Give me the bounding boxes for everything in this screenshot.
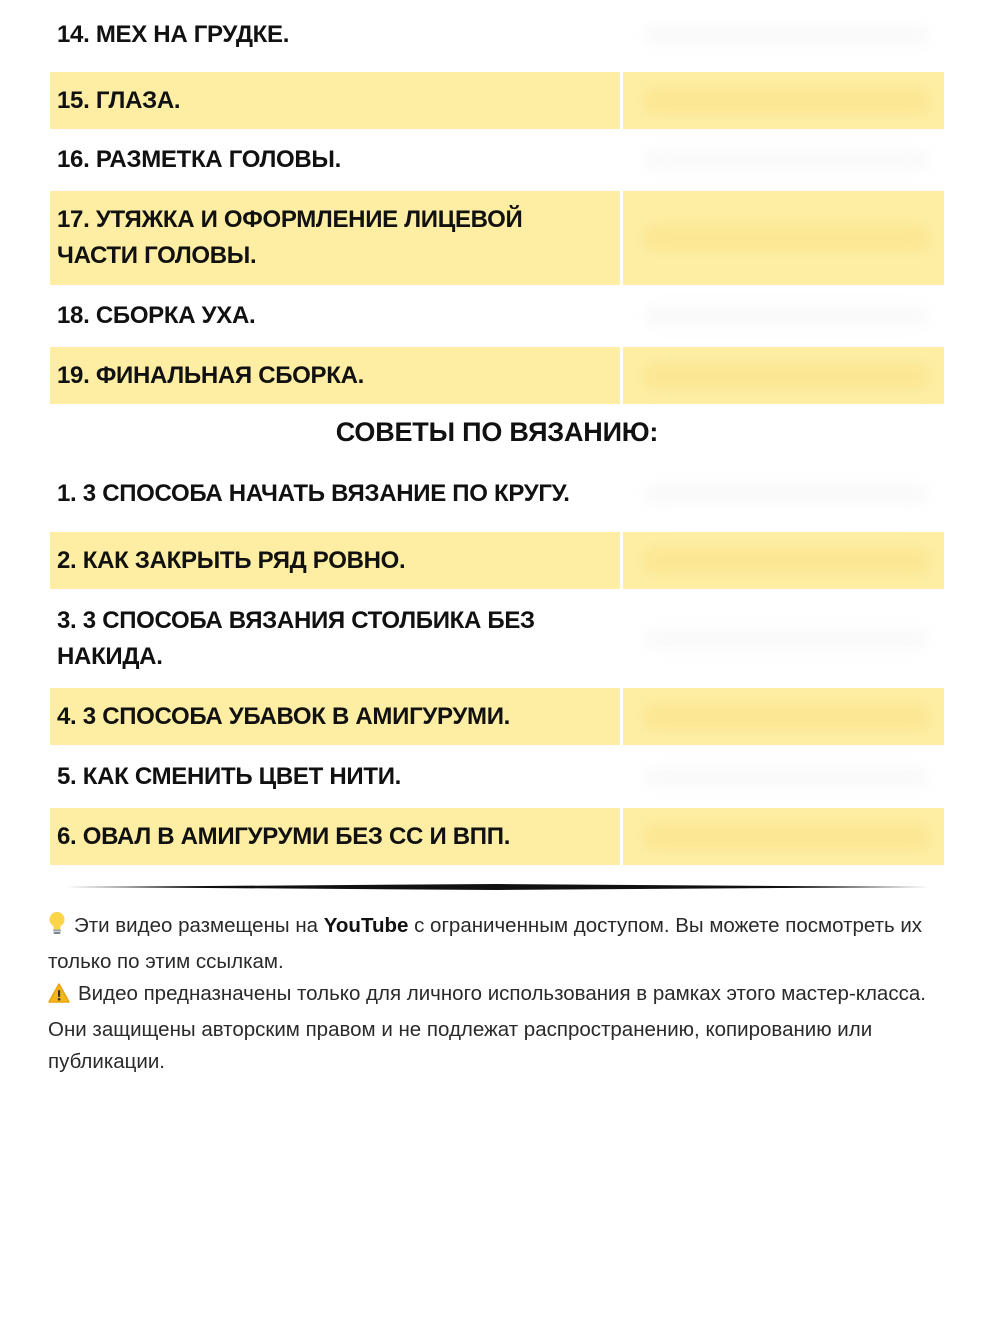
video-link-cell[interactable] <box>620 129 944 191</box>
step-row <box>50 12 944 58</box>
step-title: 15. ГЛАЗА. <box>57 86 181 114</box>
step-title: 19. ФИНАЛЬНАЯ СБОРКА. <box>57 361 365 389</box>
tip-title: 4. 3 СПОСОБА УБАВОК В АМИГУРУМИ. <box>57 702 511 730</box>
tip-title: 6. ОВАЛ В АМИГУРУМИ БЕЗ СС И ВПП. <box>57 822 511 850</box>
notes <box>48 910 948 1079</box>
youtube-label: YouTube <box>323 914 409 937</box>
tip-row <box>50 589 944 688</box>
video-link-cell[interactable] <box>620 745 944 808</box>
note-youtube: Эти видео размещены на YouTube с ограниченным доступом. Вы можете посмотреть их только по этим ссылкам. <box>48 910 948 978</box>
steps-table <box>50 12 944 404</box>
video-link-cell[interactable] <box>620 468 944 520</box>
video-link-cell[interactable] <box>620 532 944 589</box>
video-link-cell[interactable] <box>620 72 944 129</box>
tip-row <box>50 468 944 520</box>
tip-title: 5. КАК СМЕНИТЬ ЦВЕТ НИТИ. <box>57 762 402 790</box>
tips-heading: СОВЕТЫ ПО ВЯЗАНИЮ: <box>335 417 659 447</box>
tip-row <box>50 688 944 745</box>
step-row <box>50 191 944 285</box>
video-link-cell[interactable] <box>620 191 944 285</box>
note-copyright: Видео предназначены только для личного использования в рамках этого мастер-класса. Они защищены авторским правом и не подлежат распространению, копированию или публикации. <box>48 982 926 1073</box>
step-row <box>50 129 944 191</box>
tip-title: 1. 3 СПОСОБА НАЧАТЬ ВЯЗАНИЕ ПО КРУГУ. <box>57 480 570 507</box>
tip-row <box>50 745 944 808</box>
video-link-cell[interactable] <box>620 688 944 745</box>
step-title: 18. СБОРКА УХА. <box>57 302 256 329</box>
step-title: 16. РАЗМЕТКА ГОЛОВЫ. <box>57 146 341 173</box>
tip-title: 2. КАК ЗАКРЫТЬ РЯД РОВНО. <box>57 546 406 574</box>
video-link-cell[interactable] <box>620 285 944 347</box>
video-link-cell[interactable] <box>620 808 944 865</box>
tip-row <box>50 808 944 865</box>
step-row <box>50 72 944 129</box>
tips-table <box>50 468 944 865</box>
video-link-cell[interactable] <box>620 12 944 58</box>
tip-title: 3. 3 СПОСОБА ВЯЗАНИЯ СТОЛБИКА БЕЗ НАКИДА. <box>57 606 535 670</box>
step-title: 14. МЕХ НА ГРУДКЕ. <box>57 21 290 48</box>
video-link-cell[interactable] <box>620 589 944 688</box>
video-link-cell[interactable] <box>620 347 944 404</box>
divider <box>66 884 928 890</box>
lightbulb-icon <box>48 911 66 946</box>
warning-icon <box>48 981 70 1014</box>
step-row <box>50 285 944 347</box>
tip-row <box>50 532 944 589</box>
step-row <box>50 347 944 404</box>
step-title: 17. УТЯЖКА И ОФОРМЛЕНИЕ ЛИЦЕВОЙ ЧАСТИ ГОЛОВЫ. <box>57 206 523 269</box>
